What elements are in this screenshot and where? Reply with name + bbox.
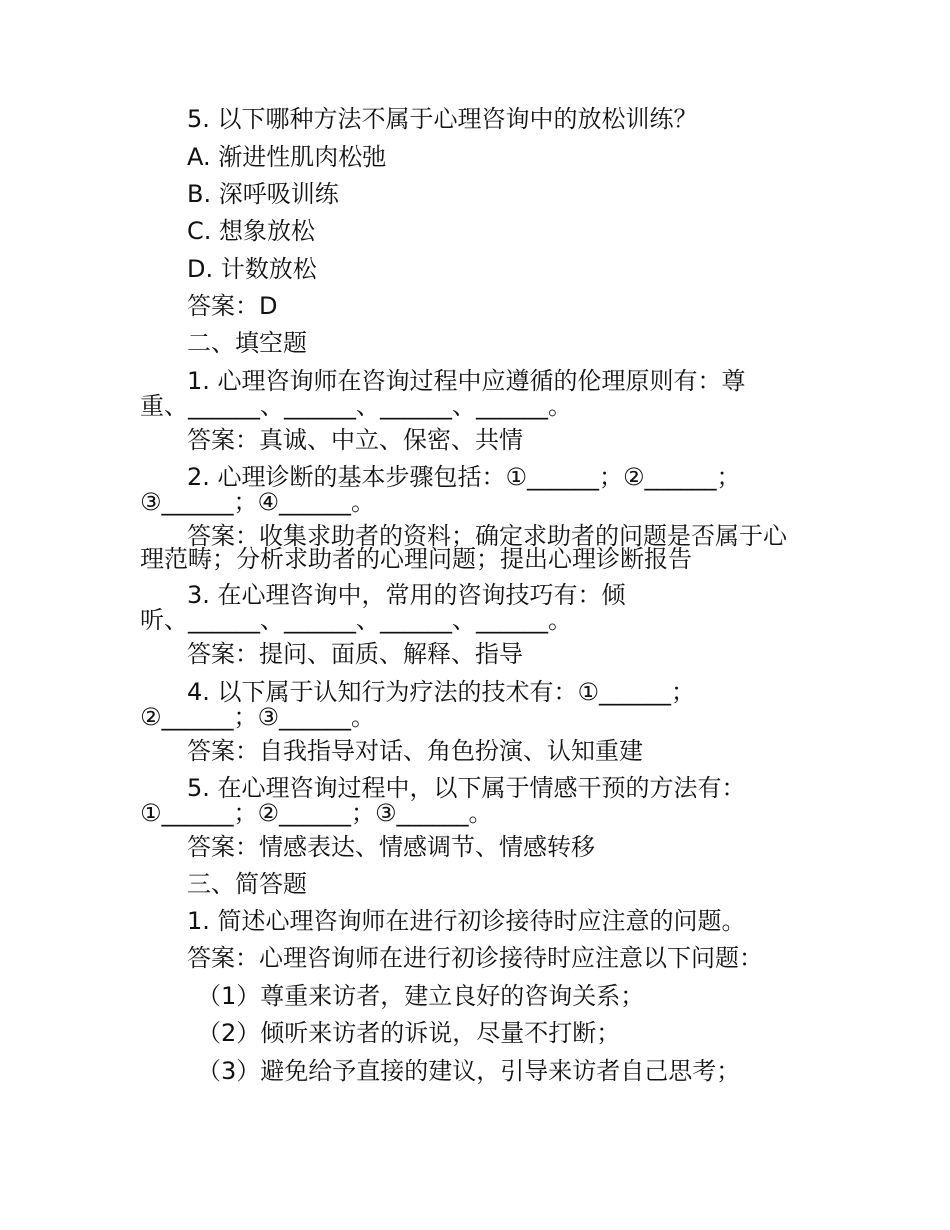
fill-question-4: 4. 以下属于认知行为疗法的技术有：①______；	[187, 678, 696, 706]
fill-question-1: 1. 心理咨询师在咨询过程中应遵循的伦理原则有：尊	[187, 367, 746, 395]
section-heading-short: 三、简答题	[187, 870, 307, 898]
fill-question-4-cont: ②______；③______。	[140, 703, 376, 731]
fill-question-5: 5. 在心理咨询过程中，以下属于情感干预的方法有：	[187, 774, 746, 802]
fill-answer-5: 答案：情感表达、情感调节、情感转移	[187, 833, 595, 861]
fill-question-2-cont: ③______；④______。	[140, 488, 376, 516]
fill-question-2: 2. 心理诊断的基本步骤包括：①______；②______；	[187, 463, 741, 491]
answer-text: 答案：D	[187, 292, 278, 320]
short-answer-point-2: （2）倾听来访者的诉说，尽量不打断；	[197, 1019, 621, 1047]
option-c: C. 想象放松	[187, 217, 316, 245]
fill-question-1-cont: 重、______、______、______、______。	[140, 392, 572, 420]
fill-answer-2: 答案：收集求助者的资料；确定求助者的问题是否属于心	[187, 522, 787, 550]
fill-answer-4: 答案：自我指导对话、角色扮演、认知重建	[187, 737, 643, 765]
option-b: B. 深呼吸训练	[187, 180, 339, 208]
option-d: D. 计数放松	[187, 255, 317, 283]
question-text: 5. 以下哪种方法不属于心理咨询中的放松训练？	[187, 105, 698, 133]
fill-question-3-cont: 听、______、______、______、______。	[140, 606, 572, 634]
fill-question-3: 3. 在心理咨询中，常用的咨询技巧有：倾	[187, 581, 626, 609]
fill-answer-1: 答案：真诚、中立、保密、共情	[187, 426, 523, 454]
fill-answer-2-cont: 理范畴；分析求助者的心理问题；提出心理诊断报告	[140, 545, 692, 573]
option-a: A. 渐进性肌肉松弛	[187, 143, 387, 171]
section-heading-fill: 二、填空题	[187, 329, 307, 357]
fill-question-5-cont: ①______；②______；③______。	[140, 799, 493, 827]
fill-answer-3: 答案：提问、面质、解释、指导	[187, 640, 523, 668]
short-answer-point-3: （3）避免给予直接的建议，引导来访者自己思考；	[197, 1057, 741, 1085]
short-answer-point-1: （1）尊重来访者，建立良好的咨询关系；	[197, 982, 645, 1010]
short-question-1: 1. 简述心理咨询师在进行初诊接待时应注意的问题。	[187, 907, 746, 935]
short-answer-intro: 答案：心理咨询师在进行初诊接待时应注意以下问题：	[187, 944, 763, 972]
